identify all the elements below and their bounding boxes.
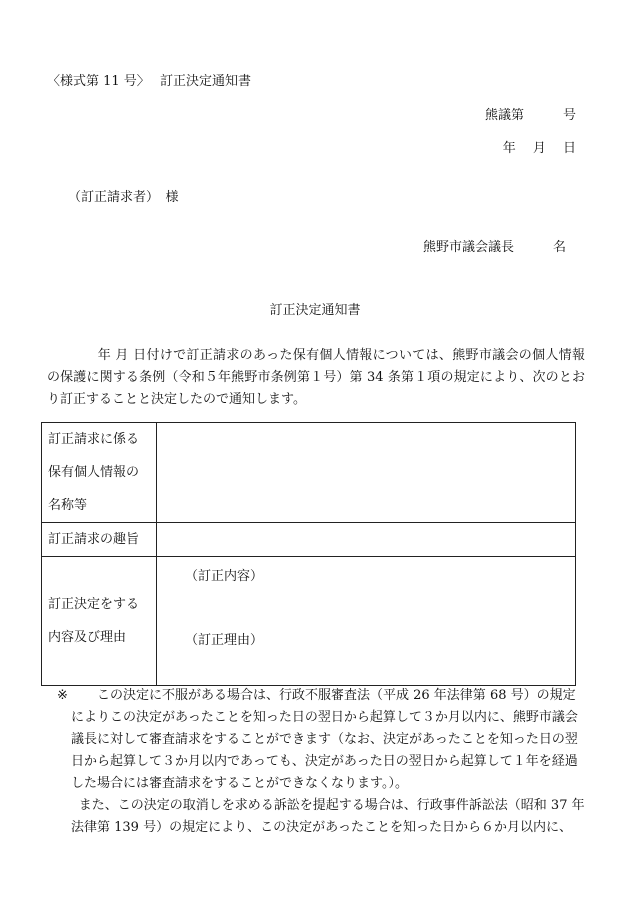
label-line: 訂正決定をする [48, 597, 140, 612]
body-paragraph: 年 月 日付けで訂正請求のあった保有個人情報については、熊野市議会の個人情報の保護に関する条例（令和５年熊野市条例第１号）第 34 条第１項の規定により、次のとおり訂正することと決定したので通知します。 [47, 348, 585, 407]
decision-table [41, 422, 576, 686]
table-row [42, 557, 576, 686]
form-number-label: 〈様式第 11 号〉 [47, 74, 150, 89]
document-number: 熊議第 号 [484, 108, 576, 123]
row-label-decision [42, 557, 157, 686]
value-cell-info-name [157, 423, 576, 523]
sender-name: 熊野市議会議長 名 [422, 240, 566, 255]
label-line: 訂正請求に係る [48, 432, 140, 447]
note-text: この決定に不服がある場合は、行政不服審査法（平成 26 年法律第 68 号）の規定によりこの決定があったことを知った日の翌日から起算して３か月以内に、熊野市議会議長に対して審査請求をすることができます（なお、決定があったことを知った日の翌日から起算して３か月以内であっても、決定があった日の翌日から起算して１年を経過した場合には審査請求をすることができなくなります。）。 [71, 688, 578, 791]
note-mark: ※ [57, 688, 68, 703]
correction-content-label: （訂正内容） [185, 569, 264, 584]
label-line: 保有個人情報の [48, 465, 140, 480]
note-appeal [47, 685, 587, 795]
notes-section [47, 685, 587, 839]
value-cell-purpose [157, 523, 576, 557]
correction-reason-label: （訂正理由） [185, 633, 264, 648]
table-row [42, 423, 576, 523]
label-line: 名称等 [48, 498, 88, 513]
table-row [42, 523, 576, 557]
document-date: 年 月 日 [502, 141, 576, 156]
document-heading: 訂正決定通知書 [269, 303, 361, 318]
note-text: また、この決定の取消しを求める訴訟を提起する場合は、行政事件訴訟法（昭和 37 年法律第 139 号）の規定により、この決定があったことを知った日から６か月以内に、 [71, 798, 585, 835]
addressee: （訂正請求者） 様 [68, 190, 179, 205]
note-lawsuit [47, 795, 587, 839]
row-label-info-name [42, 423, 157, 523]
value-cell-decision [157, 557, 576, 686]
row-label-purpose: 訂正請求の趣旨 [42, 523, 157, 557]
form-title: 訂正決定通知書 [160, 74, 252, 89]
label-line: 内容及び理由 [48, 630, 127, 645]
